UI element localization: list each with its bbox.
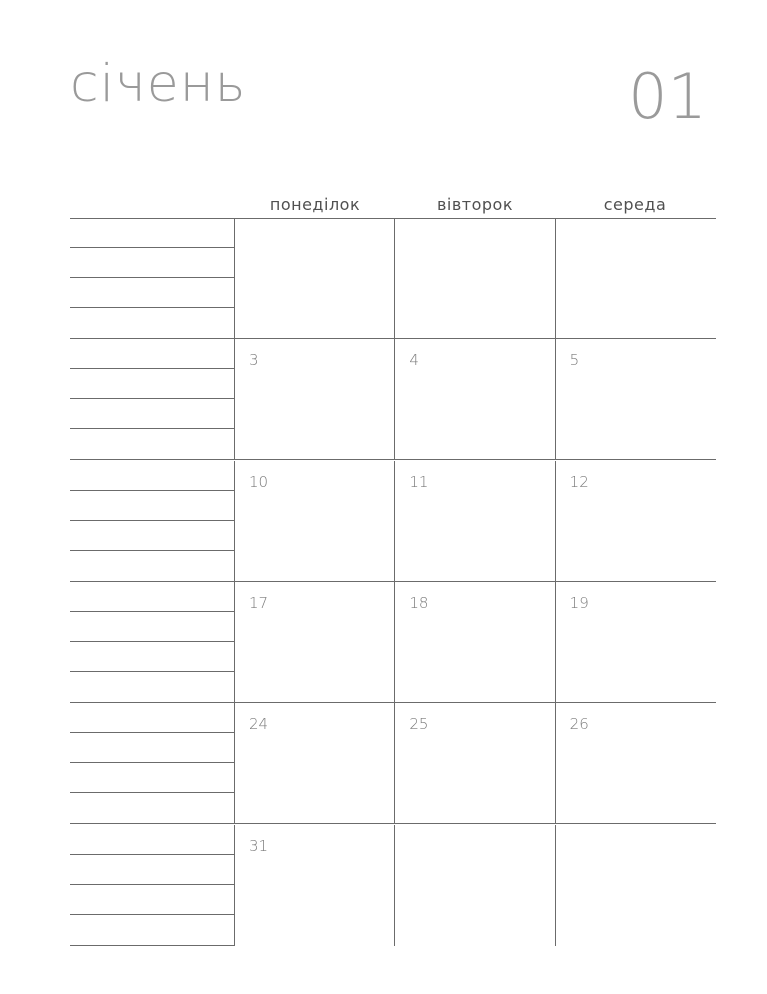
- notes-line[interactable]: [70, 642, 234, 672]
- notes-line[interactable]: [70, 825, 234, 855]
- month-title: січень: [70, 54, 247, 114]
- day-number: 18: [409, 594, 429, 612]
- day-cell[interactable]: [395, 703, 555, 823]
- notes-line[interactable]: [70, 248, 234, 278]
- day-number: 24: [249, 715, 269, 734]
- notes-line[interactable]: [70, 399, 234, 429]
- day-cell[interactable]: [235, 461, 395, 581]
- notes-line[interactable]: [70, 521, 234, 551]
- day-number: 11: [409, 472, 429, 491]
- notes-line[interactable]: [70, 612, 234, 642]
- notes-line[interactable]: [70, 461, 234, 491]
- notes-line[interactable]: [70, 429, 234, 459]
- day-header-monday: понеділок: [269, 195, 361, 214]
- notes-line[interactable]: [70, 308, 234, 338]
- week-row: [70, 582, 716, 703]
- notes-column: [70, 825, 235, 946]
- notes-column: [70, 703, 235, 823]
- notes-column: [70, 582, 235, 702]
- notes-line[interactable]: [70, 278, 234, 308]
- notes-line[interactable]: [70, 885, 234, 915]
- notes-line[interactable]: [70, 855, 234, 885]
- day-number: 3: [249, 351, 259, 370]
- day-number: 25: [409, 715, 429, 734]
- day-number: 17: [249, 594, 269, 612]
- notes-column: [70, 461, 235, 581]
- day-cell[interactable]: [235, 582, 395, 702]
- calendar-grid: [70, 192, 716, 946]
- day-cell[interactable]: [395, 461, 555, 581]
- day-number: 31: [249, 836, 269, 855]
- day-cell[interactable]: [395, 218, 555, 338]
- day-cell[interactable]: [235, 339, 395, 459]
- notes-column: [70, 339, 235, 459]
- notes-line[interactable]: [70, 339, 234, 369]
- day-cell[interactable]: [395, 825, 555, 946]
- day-number: 5: [569, 351, 580, 370]
- day-number: 10: [249, 472, 269, 491]
- day-cell[interactable]: [556, 339, 716, 459]
- day-cell[interactable]: [395, 582, 555, 702]
- day-cell[interactable]: [395, 339, 555, 459]
- notes-line[interactable]: [70, 672, 234, 702]
- day-cell[interactable]: [556, 218, 716, 338]
- notes-line[interactable]: [70, 491, 234, 521]
- day-cell[interactable]: [556, 461, 716, 581]
- notes-line[interactable]: [70, 582, 234, 612]
- day-cell[interactable]: [235, 703, 395, 823]
- notes-column: [70, 218, 235, 338]
- day-header-tuesday: вівторок: [436, 195, 514, 214]
- week-row: [70, 339, 716, 460]
- day-number: 19: [569, 594, 589, 612]
- notes-line[interactable]: [70, 703, 234, 733]
- notes-line[interactable]: [70, 551, 234, 581]
- day-cell[interactable]: [556, 825, 716, 946]
- week-row: [70, 461, 716, 582]
- notes-line[interactable]: [70, 915, 234, 945]
- notes-line[interactable]: [70, 763, 234, 793]
- weeks: [70, 218, 716, 946]
- day-cell[interactable]: [235, 825, 395, 946]
- notes-line[interactable]: [70, 733, 234, 763]
- month-number: 01: [628, 60, 707, 133]
- week-row: [70, 825, 716, 946]
- day-number: 26: [569, 715, 589, 734]
- day-headers: [235, 192, 716, 218]
- notes-line[interactable]: [70, 218, 234, 248]
- day-cell[interactable]: [556, 703, 716, 823]
- week-row: [70, 703, 716, 824]
- day-number: 4: [409, 351, 419, 370]
- day-cell[interactable]: [556, 582, 716, 702]
- day-number: 12: [569, 472, 589, 491]
- notes-line[interactable]: [70, 369, 234, 399]
- week-row: [70, 218, 716, 339]
- notes-line[interactable]: [70, 793, 234, 823]
- day-header-wednesday: середа: [603, 195, 667, 214]
- day-cell[interactable]: [235, 218, 395, 338]
